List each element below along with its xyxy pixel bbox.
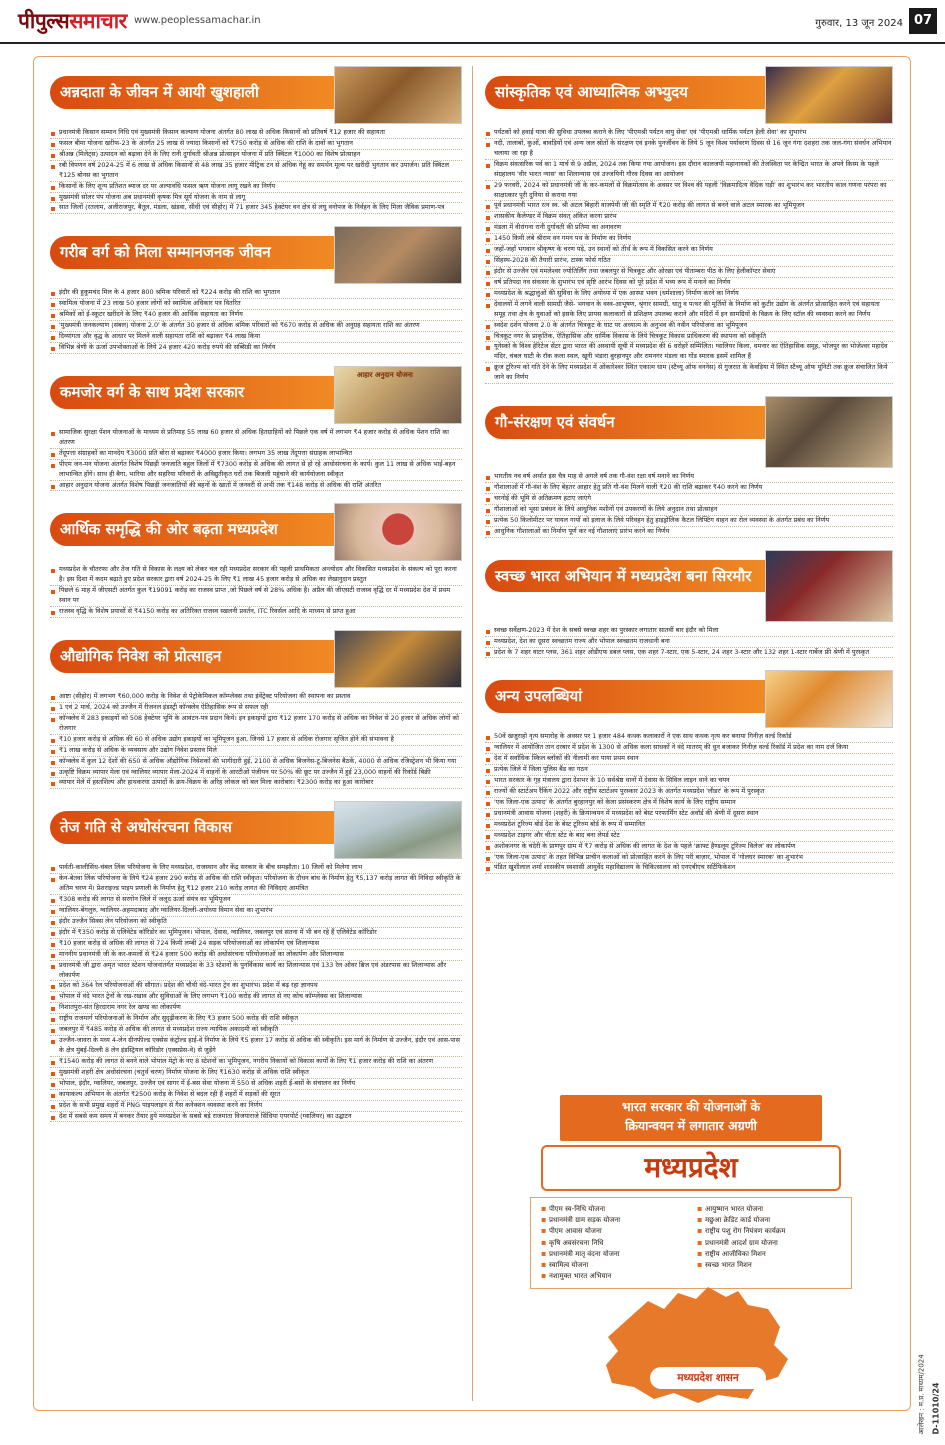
list-item: फसल बीमा योजना खरीफ-23 के अंतर्गत 25 लाख से ज्यादा किसानों को ₹750 करोड़ से अधिक की राशि के दावों का भुगतान — [50, 139, 462, 150]
scheme-item: ▪ स्वच्छ भारत मिशन — [697, 1260, 841, 1271]
list-item: इंदौर से उज्जैन एवं ममलेश्वर ज्योतिर्लिंग तथा जबलपुर से चित्रकूट और ओरछा एवं पीताम्बरा पीठ के लिए हेलीकॉप्टर सेवाएं — [485, 267, 893, 278]
photo-caption: आहार अनुदान योजना — [357, 370, 413, 379]
bullet-list — [50, 128, 462, 214]
list-item: स्वदेश दर्शन योजना 2.0 के अंतर्गत चित्रकूट के घाट पर अध्यात्म के अनुभव की नवीन परियोजना का भूमिपूजन — [485, 321, 893, 332]
section-achievements — [485, 670, 893, 874]
list-item: सिंहस्थ-2028 की तैयारी प्रारंभ, टास्क फोर्स गठित — [485, 256, 893, 267]
list-item: स्वामित्व योजना में 23 लाख 50 हजार लोगों को स्वामित्व अधिकार पत्र वितरित — [50, 299, 462, 310]
list-item: प्रदेश को 364 रेल परियोजनाओं की सौगात। प्रदेश की चौथी वंदे-भारत ट्रेन का शुभारंभ। प्रदेश में बढ़ रहा ज्ञानपथ — [50, 981, 462, 992]
list-item: 1450 किमी लंबे श्रीराम वन गमन पथ के निर्माण का निर्णय — [485, 234, 893, 245]
bullet-list — [50, 565, 462, 618]
cow-photo — [765, 396, 893, 468]
scheme-list-left — [541, 1204, 685, 1282]
list-item: देश में सर्वाधिक स्किल ब्लॉकों की नीलामी कर पाया प्रथम स्थान — [485, 754, 893, 765]
farmer-photo — [334, 66, 462, 124]
scheme-item: ▪ राष्ट्रीय पशु रोग नियंत्रण कार्यक्रम — [697, 1226, 841, 1237]
event-photo — [334, 366, 462, 424]
site-url[interactable]: www.peoplessamachar.in — [134, 15, 261, 26]
list-item: स्वच्छ सर्वेक्षण-2023 में देश के सबसे स्वच्छ शहर का पुरस्कार लगातार सातवीं बार इंदौर को मिला — [485, 626, 893, 637]
section-title: सांस्कृतिक एवं आध्यात्मिक अभ्युदय — [485, 76, 765, 109]
list-item: रबी विपणन वर्ष 2024-25 में 6 लाख से अधिक किसानों से 48 लाख 35 हजार मीट्रिक टन से अधिक गेहूं का समर्थन मूल्य पर खरीदी भुगतान कर उपार्जन। प्रति क्विंटल ₹125 बोनस का भुगतान — [50, 161, 462, 182]
list-item: प्रदेश के सभी प्रमुख शहरों में PNG पाइपलाइन से गैस कनेक्शन व्यवस्था करने का निर्णय — [50, 1101, 462, 1112]
government-label: मध्यप्रदेश शासन — [650, 1367, 766, 1389]
conclave-photo — [334, 630, 462, 688]
promo-line-1: भारत सरकार की योजनाओं के — [621, 1099, 761, 1114]
credit-text: आलेखन : म.प्र. माध्यम/2024 — [917, 1354, 926, 1435]
newspaper-logo[interactable] — [18, 7, 127, 35]
scheme-list-right — [697, 1204, 841, 1282]
bullet-list — [485, 128, 893, 384]
section-title: गौ-संरक्षण एवं संवर्धन — [485, 406, 765, 439]
list-item: जबलपुर में ₹485 करोड़ से अधिक की लागत से मध्यप्रदेश राज्य न्यायिक अकादमी को स्वीकृति — [50, 1025, 462, 1036]
list-item: ₹1 लाख करोड़ से अधिक के व्यवसाय और उद्योग निवेश प्रस्ताव मिले — [50, 746, 462, 757]
list-item: व्यापार मेले में हस्तशिल्प और हाथकरघा उत्पादों के क्रय-विक्रय के अरिह लोकल को बल मिला कारोबार। ₹2300 करोड़ का हुआ कारोबार — [50, 778, 462, 789]
scheme-item: ▪ कृषि अवसंरचना निधि — [541, 1238, 685, 1249]
list-item: श्रीअन्न (मिलेट्स) उत्पादन को बढ़ावा देने के लिए रानी दुर्गावती श्रीअन्न प्रोत्साहन योजना में प्रति क्विंटल ₹1000 का विशेष प्रोत्साहन — [50, 150, 462, 161]
scheme-item: ▪ मछुआ क्रेडिट कार्ड योजना — [697, 1215, 841, 1226]
section-title: स्वच्छ भारत अभियान में मध्यप्रदेश बना सिरमौर — [485, 560, 765, 593]
section-farmers — [50, 66, 462, 214]
list-item: विभिन्न श्रेणी के ऊर्जा उपभोक्ताओं के लिये 24 हजार 420 करोड़ रुपये की सब्सिडी का निर्णय — [50, 343, 462, 354]
list-item: कॉन्क्लेव में कुल 12 देशों की 650 से अधिक औद्योगिक निवेशकों की भागीदारी हुई, 2100 से अधिक बिजनेस-टू-बिजनेस बैठकें, 4000 से अधिक रजिस्ट्रेशन भी किया गया — [50, 757, 462, 768]
bullet-list — [50, 428, 462, 492]
right-column — [485, 66, 893, 886]
bullet-list — [50, 288, 462, 354]
list-item: वर्ष प्रतिपदा नव संवत्सर के शुभारंभ एवं सृष्टि आरंभ दिवस को पूरे प्रदेश में भव्य रूप में मनाने का निर्णय — [485, 278, 893, 289]
scheme-item: ▪ पीएम आवास योजना — [541, 1226, 685, 1237]
release-code: D-11010/24 — [931, 1382, 941, 1435]
bullet-list — [50, 692, 462, 789]
list-item: पूर्व प्रधानमंत्री भारत रत्न स्व. श्री अटल बिहारी वाजपेयी जी की स्मृति में ₹20 करोड़ की लागत से बनने वाले अटल स्मारक का भूमिपूजन — [485, 201, 893, 212]
list-item: पर्यटकों को हवाई यात्रा की सुविधा उपलब्ध कराने के लिए 'पीएमश्री पर्यटन वायु सेवा' एवं 'पीएमश्री धार्मिक पर्यटन हेली सेवा' का शुभारंभ — [485, 128, 893, 139]
list-item: भोपाल, इंदौर, ग्वालियर, जबलपुर, उज्जैन एवं सागर में ई-बस सेवा योजना में 550 से अधिक शहरी ई-बसों के संचालन का निर्णय — [50, 1079, 462, 1090]
list-item: यूनेस्को के विश्व हेरिटेज सेंटर द्वारा भारत की अस्थायी सूची में मध्यप्रदेश की 6 धरोहरें सम्मिलित। ग्वालियर किला, धमनार का ऐतिहासिक समूह, भोजपुर का भोजेश्वर महादेव मंदिर, चंबल घाटी के रॉक कला स्थल, खूनी भंडारा बुरहानपुर और रामनगर मंडला का गोंड स्मारक इसमें शामिल हैं — [485, 342, 893, 363]
bullet-list — [50, 863, 462, 1122]
list-item: 'एक जिला-एक उत्पाद' के अंतर्गत बुरहानपुर को केला प्रसंस्करण क्षेत्र में विशेष कार्य के लिए राष्ट्रीय सम्मान — [485, 798, 893, 809]
list-item: नदी, तालाबों, कुओं, बावड़ियों एवं अन्य जल स्रोतों के संरक्षण एवं इनके पुनर्जीवन के लिये 5 जून विश्व पर्यावरण दिवस से 16 जून गंगा दशहरा तक जल-गंगा संवर्धन अभियान चलाया जा रहा है — [485, 139, 893, 160]
bullet-list — [485, 626, 893, 659]
section-culture — [485, 66, 893, 384]
list-item: सात जिलों (रतलाम, अलीराजपुर, बैतूल, मंडला, खंडवा, सीधी एवं सीहोर) में 71 हजार 345 हेक्टेयर वन क्षेत्र से लघु वनोपज के निर्वहन के लिए मिला जैविक प्रमाण-पत्र — [50, 203, 462, 214]
scheme-item: ▪ राष्ट्रीय आजीविका मिशन — [697, 1249, 841, 1260]
section-title: अन्नदाता के जीवन में आयी खुशहाली — [50, 76, 334, 109]
section-cow — [485, 396, 893, 538]
scheme-item: ▪ प्रधानमंत्री मातृ वंदना योजना — [541, 1249, 685, 1260]
section-title: औद्योगिक निवेश को प्रोत्साहन — [50, 640, 334, 673]
scheme-item: ▪ नशामुक्त भारत अभियान — [541, 1271, 685, 1282]
list-item: इंदौर उज्जैन सिक्स लेन परियोजना को स्वीकृति — [50, 917, 462, 928]
list-item: कायाकल्प अभियान के अंतर्गत ₹2500 करोड़ के निवेश से बदल रही हैं शहरों में सड़कों की सूरत — [50, 1090, 462, 1101]
list-item: प्रदेश के 7 शहर वाटर प्लस, 361 शहर ओडीएफ डबल प्लस, एक शहर 7-स्टार, एक 5-स्टार, 24 शहर 3-स्टार और 132 शहर 1-स्टार गार्बेज फ्री श्रेणी में पुरस्कृत — [485, 648, 893, 659]
list-item: गौशालाओं में गौ-वंश के लिए बेहतर आहार हेतु प्रति गौ-वंश मिलने वाली ₹20 की राशि बढ़ाकर ₹40 करने का निर्णय — [485, 483, 893, 494]
list-item: प्रत्येक जिले में जिला पुलिस बैंड का गठन — [485, 765, 893, 776]
left-column — [50, 66, 462, 1134]
list-item: मध्यप्रदेश, देश का दूसरा स्वच्छतम राज्य और भोपाल स्वच्छतम राजधानी बना — [485, 637, 893, 648]
section-title: अन्य उपलब्धियां — [485, 680, 765, 713]
list-item: पीएम जन-मन योजना अंतर्गत विशेष पिछड़ी जनजाति बहुल जिलों में ₹7300 करोड़ से अधिक की लागत से हो रहे आधोसंरचना के कार्य। कुल 11 लाख से अधिक भाई-बहन लाभान्वित होंगे। साथ ही बैगा, भारिया और सहरिया परिवारों के अविद्युतीकृत घरों तक बिजली पहुंचाने की कार्ययोजना स्वीकृत — [50, 460, 462, 481]
list-item: माननीय प्रधानमंत्री जी के कर-कमलों से ₹24 हजार 500 करोड़ की अधोसंरचना परियोजनाओं का लोकार्पण और शिलान्यास — [50, 950, 462, 961]
masthead — [0, 0, 945, 44]
list-item: चित्रकूट नगर के प्राकृतिक, ऐतिहासिक और धार्मिक विकास के लिये चित्रकूट विकास प्राधिकरण की स्थापना को स्वीकृति — [485, 332, 893, 343]
list-item: भारत सरकार के गृह मंत्रालय द्वारा देशभर के 10 सर्वश्रेष्ठ थानों में देवास के सिविल लाइन थाने का चयन — [485, 776, 893, 787]
list-item: मध्यप्रदेश टूरिज्म बोर्ड देश के बेस्ट टूरिज्म बोर्ड के रूप में सम्मानित — [485, 820, 893, 831]
list-item: प्रधानमंत्री किसान सम्मान निधि एवं मुख्यमंत्री किसान कल्याण योजना अंतर्गत 80 लाख से अधिक किसानों को प्रतिवर्ष ₹12 हजार की सहायता — [50, 128, 462, 139]
list-item: देश में सबसे कम समय में बनकर तैयार हुये मध्यप्रदेश के सबसे बड़े राजमाता विजयाराजे सिंधिया एयरपोर्ट (ग्वालियर) का उद्घाटन — [50, 1112, 462, 1123]
promo-box — [512, 1095, 870, 1407]
list-item: सामाजिक सुरक्षा पेंशन योजनाओं के माध्यम से प्रतिमाह 55 लाख 60 हजार से अधिक हितग्राहियों को पिछले एक वर्ष में लगभग ₹4 हजार करोड़ से अधिक पेंशन राशि का अंतरण — [50, 428, 462, 449]
promo-headline — [560, 1095, 822, 1141]
list-item: 29 फरवरी, 2024 को प्रधानमंत्री जी के कर-कमलों से विक्रमोत्सव के अवसर पर विश्व की पहली 'विक्रमादित्य वैदिक घड़ी' का शुभारंभ कर भारतीय काल गणना परंपरा का साक्षात्कार पूरी दुनिया से कराया गया — [485, 181, 893, 202]
list-item: दिव्यांगता और वृद्ध के आधार पर मिलने वाली सहायता राशि को बढ़ाकर ₹4 लाख किया — [50, 332, 462, 343]
issue-date: गुरुवार, 13 जून 2024 — [815, 18, 903, 29]
list-item: उज्जैन-जावरा के मध्य 4-लेन ग्रीनफील्ड एक्सेस कंट्रोल्ड हाई-वे निर्माण के लिये ₹5 हजार 17 करोड़ से अधिक की स्वीकृति। इस मार्ग के निर्माण से उज्जैन, इंदौर एवं आस-पास के क्षेत्र मुंबई-दिल्ली 8 लेन इंडस्ट्रियल कॉरिडोर (एक्सप्रेस-वे) से जुड़ेंगे — [50, 1036, 462, 1057]
mp-map — [598, 1279, 794, 1405]
list-item: उत्कृष्टि विक्रम व्यापार मेला एवं ग्वालियर व्यापार मेला-2024 में वाहनों के आरटीओ पंजीयन पर 50% की छूट पर उज्जैन में हुई 23,000 वाहनों की रिकॉर्ड बिक्री — [50, 768, 462, 779]
list-item: आधुनिक गौशालाओं का निर्माण पूर्ण कर नई गौशालाएं प्रारंभ करने का निर्णय — [485, 527, 893, 538]
list-item: 50वें खजुराहो नृत्य समारोह के अवसर पर 1 हजार 484 कथक कलाकारों ने एक साथ कथक नृत्य कर बनाया गिनीज़ वर्ल्ड रिकॉर्ड — [485, 732, 893, 743]
list-item: पिछले 6 माह में जीएसटी अंतर्गत कुल ₹19091 करोड़ का राजस्व प्राप्त ,जो पिछले वर्ष से 28% अधिक है। अप्रैल की जीएसटी राजस्व वृद्धि दर में मध्यप्रदेश देश में प्रथम स्थान पर — [50, 586, 462, 607]
list-item: भारतीय नव वर्ष अर्थात इस चैत्र माह से अगले वर्ष तक गौ-वंश रक्षा वर्ष मनाने का निर्णय — [485, 472, 893, 483]
list-item: ग्वालियर में आयोजित तान दरबार में प्रदेश के 1300 से अधिक कला साधकों ने वंदे मातरम् की धुन बजाकर गिनीज़ वर्ल्ड रिकॉर्ड में प्रदेश का नाम दर्ज किया — [485, 743, 893, 754]
list-item: अशोकनगर के चंदेरी के प्राणपुर ग्राम में ₹7 करोड़ से अधिक की लागत के देश के पहले 'क्राफ्ट हैण्डलूम टूरिज्म विलेज' का लोकार्पण — [485, 842, 893, 853]
list-item: ₹10 हजार करोड़ से अधिक की 60 से अधिक उद्योग इकाइयों का भूमिपूजन हुआ, जिनसे 17 हजार से अधिक रोजगार सृजित होने की संभावना है — [50, 735, 462, 746]
list-item: भोपाल में वंदे भारत ट्रेनों के रख-रखाव और सुविधाओं के लिए लगभग ₹100 करोड़ की लागत से नए कोच कॉम्प्लेक्स का शिलान्यास — [50, 992, 462, 1003]
list-item: इंदौर में ₹350 करोड़ से एलिवेटेड कॉरिडोर का भूमिपूजन। भोपाल, देवास, ग्वालियर, जबलपुर एवं सतना में भी बन रहे हैं एलिवेटेड कॉरिडोर — [50, 928, 462, 939]
list-item: मुख्यमंत्री सोलर पंप योजना अब प्रधानमंत्री कृषक मित्र सूर्य योजना के नाम से लागू — [50, 193, 462, 204]
list-item: आष्टा (सीहोर) में लगभग ₹60,000 करोड़ के निवेश से पेट्रोकेमिकल कॉम्प्लेक्स तथा इंवेंट्रेक्ट परियोजना की स्थापना का प्रस्ताव — [50, 692, 462, 703]
list-item: राष्ट्रीय राजमार्ग परियोजनाओं के निर्माण और सुदृढ़ीकरण के लिए ₹3 हजार 500 करोड़ की राशि स्वीकृत — [50, 1014, 462, 1025]
section-title: तेज गति से अधोसंरचना विकास — [50, 811, 334, 844]
scheme-item: ▪ प्रधानमंत्री आदर्श ग्राम योजना — [697, 1238, 841, 1249]
list-item: तेंदूपत्ता संग्राहकों का मानदेय ₹3000 प्रति बोरा से बढ़ाकर ₹4000 हजार किया। लगभग 35 लाख तेंदूपत्ता संग्राहक लाभान्वित — [50, 449, 462, 460]
rupee-photo — [334, 503, 462, 561]
list-item: राजस्व वृद्धि के विशेष प्रयासों से ₹4150 करोड़ का अतिरिक्त राजस्व स्खलनी प्रवर्तन, ITC रिवर्सल आदि के माध्यम से प्राप्त हुआ — [50, 607, 462, 618]
ceremony-photo — [765, 66, 893, 124]
scheme-item: ▪ आयुष्मान भारत योजना — [697, 1204, 841, 1215]
list-item: 'मुख्यमंत्री जनकल्याण (संबल) योजना 2.0' के अंतर्गत 30 हजार से अधिक श्रमिक परिवारों को ₹670 करोड़ से अधिक की अनुग्रह सहायता राशि का अंतरण — [50, 321, 462, 332]
bullet-list — [485, 472, 893, 538]
list-item: मध्यप्रदेश टाइगर और चीता स्टेट के बाद बना लेपर्ड स्टेट — [485, 831, 893, 842]
section-industry — [50, 630, 462, 789]
list-item: इंदौर की हुकुमचंद मिल के 4 हजार 800 श्रमिक परिवारों को ₹224 करोड़ की राशि का भुगतान — [50, 288, 462, 299]
list-item: जहाँ-जहाँ भगवान श्रीकृष्ण के चरण पड़े, उन स्थानों को तीर्थ के रूप में विकसित करने का निर्णय — [485, 245, 893, 256]
list-item: पार्वती-कालीसिंध-चंबल लिंक परियोजना के लिए मध्यप्रदेश, राजस्थान और केंद्र सरकार के बीच समझौता। 10 जिलों को मिलेगा लाभ — [50, 863, 462, 874]
list-item: प्रधानमंत्री जी द्वारा अमृत भारत स्टेशन योजनांतर्गत मध्यप्रदेश के 33 स्टेशनों के पुनर्विकास कार्य का शिलान्यास एवं 133 रेल ओवर ब्रिज एवं अंडरपास का शिलान्यास और लोकार्पण — [50, 961, 462, 982]
section-title: कमजोर वर्ग के साथ प्रदेश सरकार — [50, 376, 334, 409]
list-item: पंडित खुशीलाल शर्मा शासकीय स्वशासी आयुर्वेद महाविद्यालय के चिकित्सालय को एनएबीएच सर्टिफिकेशन — [485, 863, 893, 874]
section-poor — [50, 226, 462, 354]
scheme-item: ▪ स्वामित्व योजना — [541, 1260, 685, 1271]
list-item: मध्यप्रदेश के चौतरफा और तेज गति से विकास के लक्ष्य को लेकर चल रही मध्यप्रदेश सरकार की पहली प्राथमिकता अन्त्योदय और विकसित मध्यप्रदेश के संकल्प को पूरा करना है। इस दिशा में कदम बढ़ाते हुए प्रदेश सरकार द्वारा वर्ष 2024-25 के लिए ₹1 लाख 45 हजार करोड़ से अधिक का लेखानुदान प्रस्तुत — [50, 565, 462, 586]
column-divider — [472, 66, 473, 1401]
list-item: ₹1540 करोड़ की लागत से बनने वाले भोपाल मेट्रो के नए 8 स्टेशनों का भूमिपूजन, नगरीय निकायों को विकास कार्यों के लिए ₹1 हजार करोड़ की राशि का अंतरण — [50, 1057, 462, 1068]
list-item: कॉन्क्लेव में 283 इकाइयों को 508 हेक्टेयर भूमि के आवंटन-पत्र प्रदान किये। इन इकाइयों द्वारा ₹12 हजार 170 करोड़ से अधिक का निवेश से 20 हजार से अधिक लोगों को रोजगार — [50, 714, 462, 735]
bullet-list — [485, 732, 893, 874]
list-item: प्रधानमंत्री आवास योजना (शहरी) के क्रियान्वयन में मध्यप्रदेश को बेस्ट परफार्मिंग स्टेट अवॉर्ड की श्रेणी में दूसरा स्थान — [485, 809, 893, 820]
side-credit — [912, 1320, 926, 1440]
page-number: 07 — [909, 8, 937, 34]
list-item: चरनोई की भूमि से अतिक्रमण हटाए जाएंगे — [485, 494, 893, 505]
list-item: आहार अनुदान योजना अंतर्गत विशेष पिछड़ी जनजातियों की बहनों के खातों में जनवरी से अभी तक ₹148 करोड़ से अधिक की राशि अंतरित — [50, 481, 462, 492]
list-item: देवालयों में लगने वाली सामग्री जैसे- भगवान के वस्त्र-आभूषण, श्रृंगार सामग्री, धातु व पत्थर की मूर्तियों के निर्माण को कुटीर उद्योग के अंतर्गत प्रोत्साहित करने एवं सहायता समूह तथा क्षेत्र के युवाओं को इसके लिए प्रायस कलाकारों से प्रशिक्षण उपलब्ध कराने और मंदिरों में इन सामग्रियों के विक्रय के लिए स्टॉल की व्यवस्था करने का निर्णय — [485, 300, 893, 321]
side-code — [926, 1320, 940, 1440]
section-title: गरीब वर्ग को मिला सम्मानजनक जीवन — [50, 236, 334, 269]
list-item: श्रमिकों को ई-स्कूटर खरीदने के लिए ₹40 हजार की आर्थिक सहायता का निर्णय — [50, 310, 462, 321]
list-item: विक्रम संवत्सरिक पर्व का 1 मार्च से 9 अप्रैल, 2024 तक किया गया आयोजन। इस दौरान कालजयी महानायकों की तेजस्विता पर केन्द्रित भारत के अपने किस्म के पहले संग्रहालय 'वीर भारत न्यास' का शिलान्यास एवं उज्जयिनी गौरव दिवस का आयोजन — [485, 160, 893, 181]
highway-photo — [334, 801, 462, 859]
leaders-photo — [765, 670, 893, 728]
list-item: प्रत्येक 50 किलोमीटर पर घायल गायों को इलाज के लिये परिवहन हेतु हाइड्रोलिक कैटल लिफ्टिंग वाहन का रोल व्यवस्था के अंतर्गत प्रबंध का निर्णय — [485, 516, 893, 527]
scheme-item: ▪ पीएम स्व-निधि योजना — [541, 1204, 685, 1215]
list-item: राज्यों की स्टार्टअप रैंकिंग 2022 और राष्ट्रीय स्टार्टअप पुरस्कार 2023 के अंतर्गत मध्यप्रदेश 'लीडर' के रूप में पुरस्कृत — [485, 787, 893, 798]
crowd-photo — [334, 226, 462, 284]
list-item: मुख्यमंत्री शहरी क्षेत्र अधोसंरचना (चतुर्थ चरण) निर्माण योजना के लिए ₹1630 करोड़ से अधिक राशि स्वीकृत — [50, 1068, 462, 1079]
list-item: ₹308 करोड़ की लागत से सरगोन जिले में जलूद ऊर्जा संयंत्र का भूमिपूजन — [50, 895, 462, 906]
section-weak — [50, 366, 462, 492]
list-item: क्रूज टूरिज्म को गति देने के लिए मध्यप्रदेश में ओंकारेश्वर स्थित एकात्म धाम (स्टैच्यू ऑफ वननेस) से गुजरात के केवड़िया में स्थित स्टैच्यू ऑफ यूनिटी तक क्रूज संचालित किये जाने का निर्णय — [485, 363, 893, 384]
scheme-list-box — [530, 1197, 852, 1289]
logo-part2: समाचार — [69, 9, 127, 33]
list-item: 'एक जिला-एक उत्पाद' के तहत विभिन्न प्राचीन कलाओं को प्रोत्साहित करने के लिए परी बाज़ार, भोपाल में 'गोलघर स्मारक' का शुभारंभ — [485, 853, 893, 864]
logo-part1: पीपुल्स — [18, 9, 70, 33]
section-clean-india — [485, 550, 893, 659]
scheme-item: ▪ प्रधानमंत्री ग्राम सड़क योजना — [541, 1215, 685, 1226]
list-item: किसानों के लिए शून्य प्रतिशत ब्याज दर पर अल्पावधि फसल ऋण योजना लागू रखने का निर्णय — [50, 182, 462, 193]
award-photo — [765, 550, 893, 622]
list-item: ₹10 हजार करोड़ से अधिक की लागत से 724 किमी लम्बी 24 सड़क परियोजनाओं का लोकार्पण एवं शिलान्यास — [50, 939, 462, 950]
list-item: शासकीय कैलेण्डर में विक्रम संवत् अंकित करना प्रारंभ — [485, 212, 893, 223]
list-item: केन-बेतवा लिंक परियोजना के लिये ₹24 हजार 290 करोड़ से अधिक की राशि स्वीकृत। परियोजना के दौधन बांध के निर्माण हेतु ₹5,137 करोड़ लागत की निविदा स्वीकृति के अंतिम चरण में। प्रेशराइज्ड पाइप प्रणाली के निर्माण हेतु ₹12 हजार 210 करोड़ लागत की निविदाएं आमंत्रित — [50, 874, 462, 895]
list-item: गौशालाओं को भूसा प्रबंधन के लिये आधुनिक मशीनों एवं उपकरणों के लिये अनुदान तथा प्रोत्साहन — [485, 505, 893, 516]
list-item: ग्वालियर-बेंगलुरु, ग्वालियर-अहमदाबाद और ग्वालियर-दिल्ली-अयोध्या विमान सेवा का शुभारंभ — [50, 906, 462, 917]
section-title: आर्थिक समृद्धि की ओर बढ़ता मध्यप्रदेश — [50, 513, 334, 546]
promo-state-name: मध्यप्रदेश — [541, 1145, 841, 1191]
list-item: 1 एवं 2 मार्च, 2024 को उज्जैन में रीजनल इंडस्ट्री कॉन्क्लेव ऐतिहासिक रूप से सफल रही — [50, 703, 462, 714]
section-economy — [50, 503, 462, 618]
list-item: मध्यप्रदेश के श्रद्धालुओं की सुविधा के लिए अयोध्या में एक आस्था भवन (धर्मशाला) निर्माण करने का निर्णय — [485, 289, 893, 300]
list-item: निशातपुरा-संत हिरदाराम नगर रेल खण्ड का लोकार्पण — [50, 1003, 462, 1014]
promo-line-2: क्रियान्वयन में लगातार अग्रणी — [625, 1117, 757, 1133]
section-infrastructure — [50, 801, 462, 1122]
list-item: मंडला में वीरांगना रानी दुर्गावती की प्रतिमा का अनावरण — [485, 223, 893, 234]
